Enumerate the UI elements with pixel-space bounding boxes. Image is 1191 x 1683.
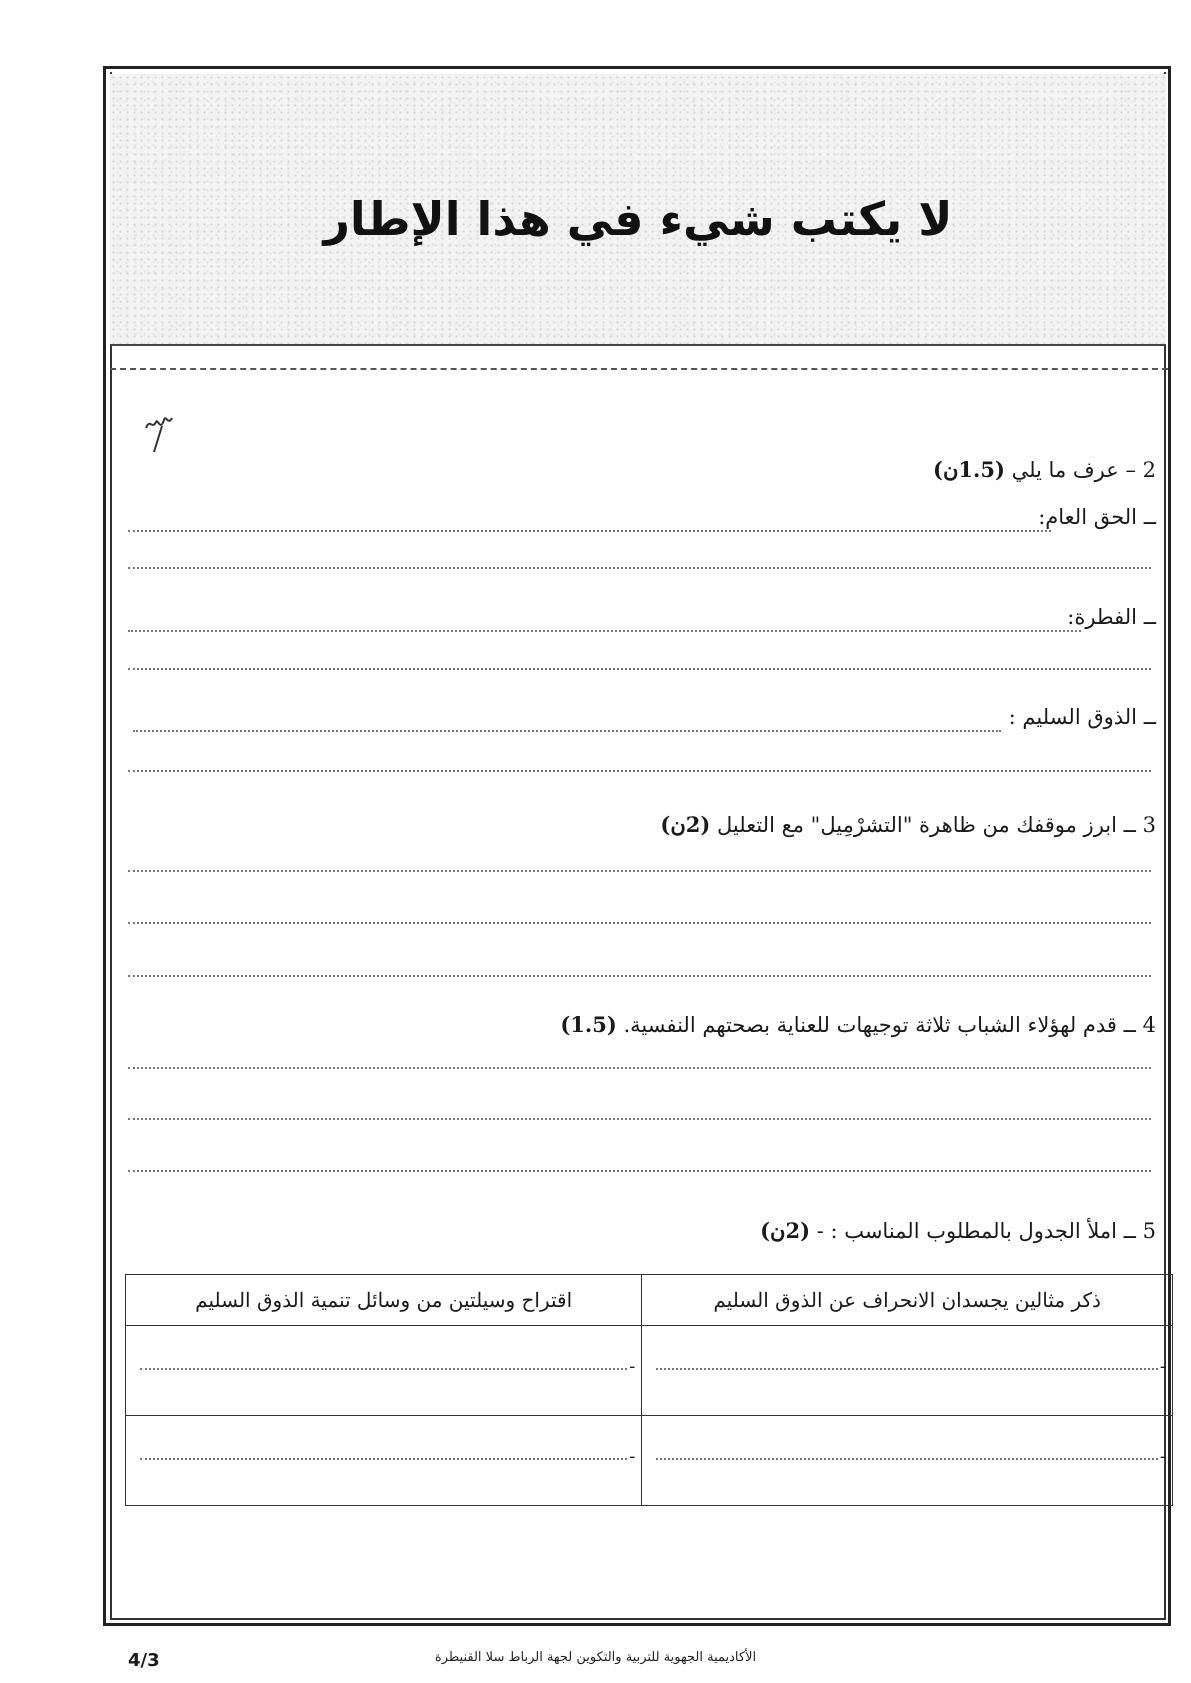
table-header: ذكر مثالين يجسدان الانحراف عن الذوق السليم xyxy=(642,1275,1173,1326)
table-cell[interactable] xyxy=(126,1416,642,1506)
no-write-banner xyxy=(110,74,1166,346)
question-5-prompt: 5 ــ املأ الجدول بالمطلوب المناسب : - xyxy=(816,1219,1156,1243)
table-cell[interactable] xyxy=(642,1326,1173,1416)
question-4-prompt: 4 ــ قدم لهؤلاء الشباب ثلاثة توجيهات للعناية بصحتهم النفسية. xyxy=(623,1013,1156,1037)
table-cell[interactable] xyxy=(126,1326,642,1416)
cell-dash: - xyxy=(629,1446,636,1467)
answer-line[interactable] xyxy=(140,1458,627,1460)
question-3-prompt: 3 ــ ابرز موقفك من ظاهرة "التشرْمِيل" مع التعليل xyxy=(717,813,1156,837)
answer-line[interactable] xyxy=(128,1067,1151,1069)
answer-line[interactable] xyxy=(128,922,1151,924)
handwritten-mark xyxy=(142,408,176,454)
question-4 xyxy=(560,1012,1156,1037)
table-row xyxy=(126,1416,1173,1506)
cell-dash: - xyxy=(629,1356,636,1377)
page-number: 4/3 xyxy=(128,1650,160,1671)
answer-table xyxy=(125,1274,1173,1506)
answer-line[interactable] xyxy=(128,630,1081,632)
answer-line[interactable] xyxy=(656,1458,1158,1460)
cell-dash: - xyxy=(1159,1356,1166,1377)
q2-item-label: ــ الفطرة: xyxy=(1067,605,1156,629)
answer-line[interactable] xyxy=(128,530,1051,532)
question-3 xyxy=(660,812,1156,837)
answer-line[interactable] xyxy=(128,567,1151,569)
question-3-points: (2ن) xyxy=(660,812,711,837)
table-header-row xyxy=(126,1275,1173,1326)
table-row xyxy=(126,1326,1173,1416)
banner-title: لا يكتب شيء في هذا الإطار xyxy=(323,192,953,246)
question-2 xyxy=(933,457,1156,482)
q2-item-label: ــ الذوق السليم : xyxy=(1008,705,1156,729)
answer-line[interactable] xyxy=(133,730,1001,732)
footer-institution: الأكاديمية الجهوية للتربية والتكوين لجهة الرباط سلا القنيطرة xyxy=(434,1650,757,1665)
answer-line[interactable] xyxy=(128,1170,1151,1172)
cut-line xyxy=(110,368,1168,370)
cell-dash: - xyxy=(1159,1446,1166,1467)
q2-item-label: ــ الحق العام: xyxy=(1038,505,1156,529)
answer-line[interactable] xyxy=(128,1118,1151,1120)
question-2-prompt: 2 – عرف ما يلي xyxy=(1011,458,1156,482)
question-5 xyxy=(760,1218,1156,1243)
table-cell[interactable] xyxy=(642,1416,1173,1506)
answer-line[interactable] xyxy=(128,668,1151,670)
answer-line[interactable] xyxy=(128,975,1151,977)
answer-line[interactable] xyxy=(128,770,1151,772)
table-header: اقتراح وسيلتين من وسائل تنمية الذوق السليم xyxy=(126,1275,642,1326)
answer-line[interactable] xyxy=(140,1368,627,1370)
question-2-points: (1.5ن) xyxy=(933,457,1005,482)
answer-line[interactable] xyxy=(128,870,1151,872)
question-5-points: (2ن) xyxy=(760,1218,810,1243)
answer-line[interactable] xyxy=(656,1368,1158,1370)
question-4-points: (1.5) xyxy=(560,1012,617,1037)
